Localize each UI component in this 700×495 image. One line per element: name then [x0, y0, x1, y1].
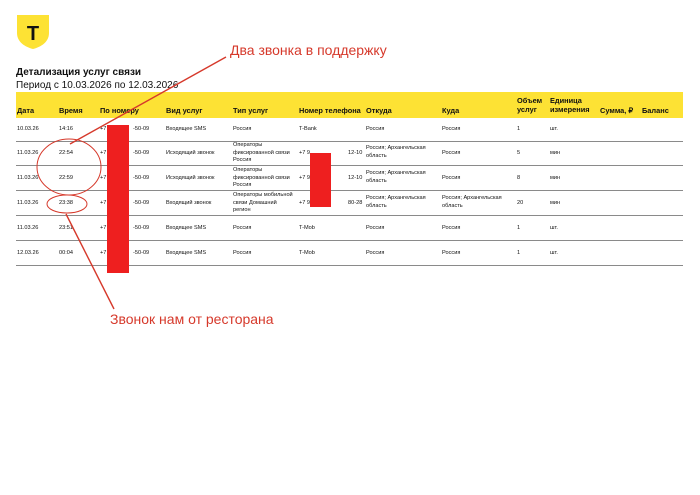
- table-row: 11.03.26 23:51 +7 -50-09 Входящее SMS Россия T-Mob Россия Россия 1 шт.: [16, 216, 683, 241]
- col-to: Куда: [442, 106, 460, 115]
- col-volume: Объем услуг: [517, 96, 543, 114]
- logo-glyph: Т: [26, 23, 40, 45]
- col-unit: Единица измерения: [550, 96, 590, 114]
- col-number: По номеру: [100, 106, 139, 115]
- pointer-line-restaurant: [66, 214, 114, 309]
- col-phone: Номер телефона: [299, 106, 361, 115]
- col-from: Откуда: [366, 106, 392, 115]
- col-date: Дата: [17, 106, 35, 115]
- col-kind: Вид услуг: [166, 106, 203, 115]
- period-label: Период с 10.03.2026 по 12.03.2026: [16, 80, 179, 91]
- page-title: Детализация услуг связи: [16, 67, 142, 78]
- pointer-line-support: [70, 57, 226, 144]
- highlight-ellipse-restaurant: [47, 195, 87, 213]
- highlight-ellipse-calls: [37, 139, 101, 195]
- table-row: 12.03.26 00:04 +7 -50-09 Входящее SMS Россия T-Mob Россия Россия 1 шт.: [16, 241, 683, 266]
- annotation-restaurant-call: Звонок нам от ресторана: [110, 311, 274, 327]
- table-row: 11.03.26 23:38 +7 -50-09 Входящий звонок Операторы мобильной связи Домашний регион +7 9 80-28 Россия; Архангельская область Россия; Архангельская область 20 мин: [16, 191, 683, 216]
- table-row: 11.03.26 22:59 +7 -50-09 Исходящий звонок Операторы фиксированной связи Россия +7 9 12-10 Россия; Архангельская область Россия 8 мин: [16, 166, 683, 191]
- col-balance: Баланс: [642, 106, 669, 115]
- col-time: Время: [59, 106, 83, 115]
- table-row: 10.03.26 14:16 +7 -50-09 Входящее SMS Россия T-Bank Россия Россия 1 шт.: [16, 118, 683, 142]
- table-row: 11.03.26 22:54 +7 -50-09 Исходящий звонок Операторы фиксированной связи Россия +7 9 12-10 Россия; Архангельская область Россия 5 мин: [16, 142, 683, 166]
- annotation-support-calls: Два звонка в поддержку: [230, 42, 387, 58]
- col-sum: Сумма, ₽: [600, 106, 634, 115]
- col-type: Тип услуг: [233, 106, 269, 115]
